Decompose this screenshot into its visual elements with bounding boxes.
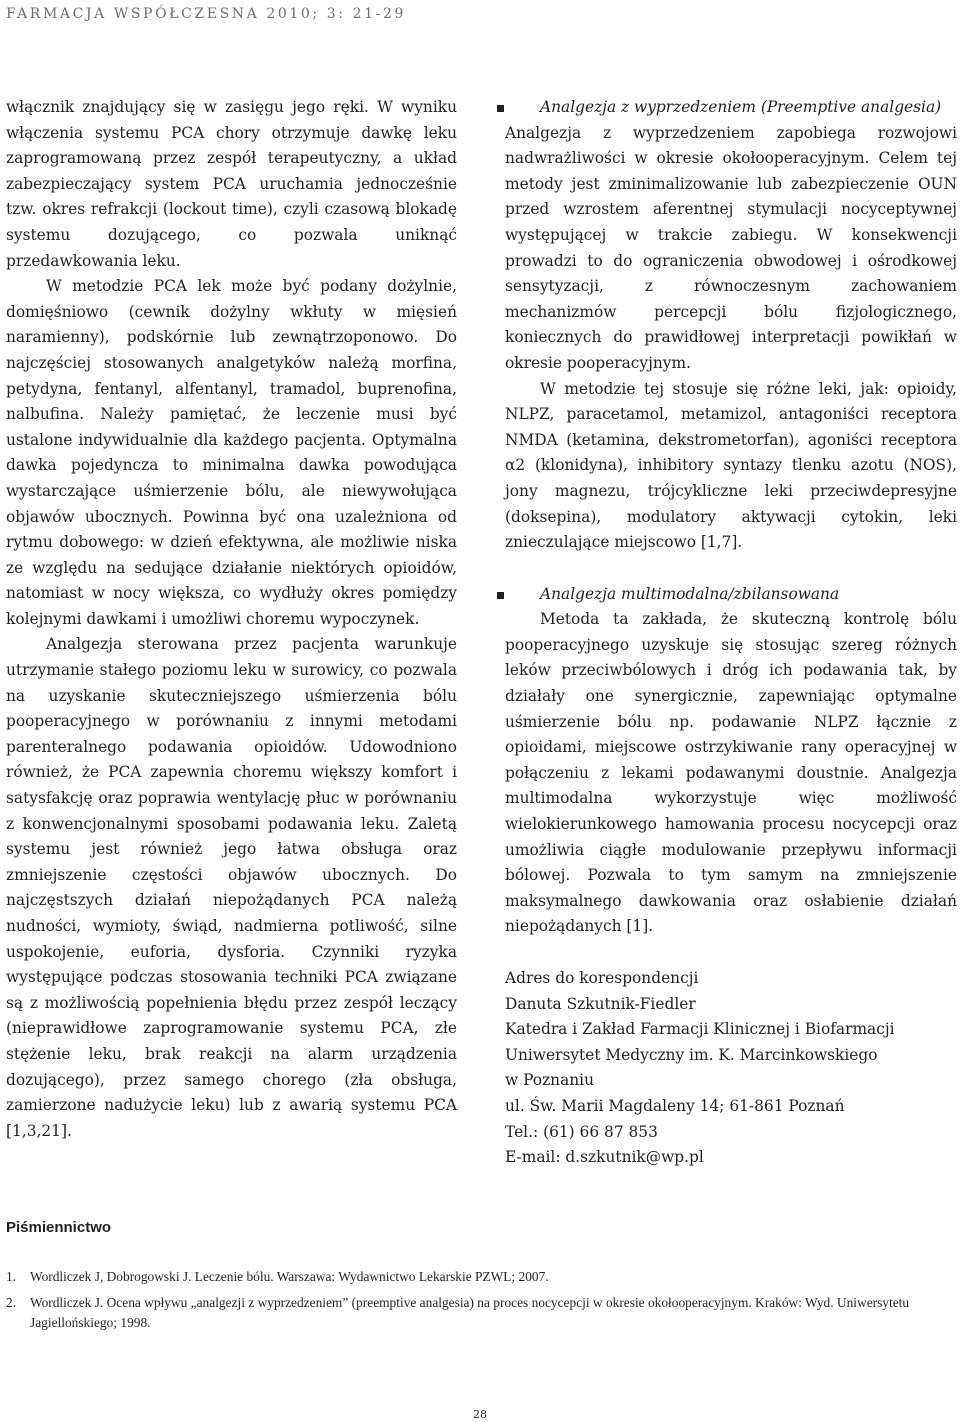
reference-item — [6, 1267, 960, 1287]
address-line: Danuta Szkutnik-Fiedler — [505, 994, 696, 1013]
section-title: Analgezja z wyprzedzeniem (Preemptive analgesia) — [540, 98, 942, 116]
address-line: Uniwersytet Medyczny im. K. Marcinkowskiego — [505, 1045, 878, 1064]
section-title: Analgezja multimodalna/zbilansowana — [540, 584, 840, 603]
square-bullet-icon — [497, 592, 504, 599]
reference-text: Wordliczek J, Dobrogowski J. Leczenie bólu. Warszawa: Wydawnictwo Lekarskie PZWL; 2007. — [30, 1269, 549, 1284]
address-line: Tel.: (61) 66 87 853 — [505, 1122, 658, 1141]
email-link[interactable]: E-mail: d.szkutnik@wp.pl — [505, 1148, 704, 1167]
body-paragraph: Metoda ta zakłada, że skuteczną kontrolę bólu pooperacyjnego uzyskuje się stosując szereg różnych leków przeciwbólowych i dróg ich podawania tak, by działały one synergicznie, zapewniając optymalne uśmierzenie bólu np. podawanie NLPZ łącznie z opioidami, miejscowe ostrzykiwanie rany operacyjnej w połączeniu z lekami podawanymi doustnie. Analgezja multimodalna wykorzystuje więc możliwość wielokierunkowego hamowania procesu nocycepcji oraz umożliwia ciągłe modulowanie przepływu informacji bólowej. Pozwala to tym samym na zmniejszenie maksymalnego dawkowania oraz osłabienie działań niepożądanych [1]. — [505, 610, 957, 936]
reference-number: 1. — [6, 1269, 17, 1284]
body-paragraph: Analgezja sterowana przez pacjenta warunkuje utrzymanie stałego poziomu leku w surowicy, co pozwala na uzyskanie skuteczniejszego uśmierzenia bólu pooperacyjnego w porównaniu z innymi metodami parenteralnego podawania opioidów. Udowodniono również, że PCA zapewnia choremu większy komfort i satysfakcję oraz poprawia wentylację płuc w porównaniu z konwencjonalnymi sposobami podawania leku. Zaletą systemu jest również jego łatwa obsługa oraz zmniejszenie częstości objawów ubocznych. Do najczęstszych działań niepożądanych PCA należą nudności, wymioty, świąd, nadmierna potliwość, silne uspokojenie, euforia, dysforia. Czynniki ryzyka występujące podczas stosowania techniki PCA związane są z możliwością popełnienia błędu przez zespół leczący (nieprawidłowe zaprogramowanie systemu PCA, złe stężenie leku, brak reakcji na alarm urządzenia dozującego), przez samego chorego (zła obsługa, zamierzone nadużycie leku) lub z awarią systemu PCA [1,3,21]. — [6, 635, 457, 1140]
page-number: 28 — [473, 1408, 487, 1421]
right-column — [505, 95, 957, 1171]
address-line: ul. Św. Marii Magdaleny 14; 61-861 Poznań — [505, 1096, 845, 1115]
body-paragraph: włącznik znajdujący się w zasięgu jego ręki. W wyniku włączenia systemu PCA chory otrzymuje dawkę leku zaprogramowaną przez zespół terapeutyczny, a układ zabezpieczający system PCA uruchamia jednocześnie tzw. okres refrakcji (lockout time), czyli czasową blokadę systemu dozującego, co pozwala uniknąć przedawkowania leku. — [6, 98, 457, 270]
body-paragraph: W metodzie PCA lek może być podany dożylnie, domięśniowo (cewnik dożylny wkłuty w mięsień naramienny), podskórnie lub zewnątrzoponowo. Do najczęściej stosowanych analgetyków należą morfina, petydyna, fentanyl, alfentanyl, tramadol, buprenofina, nalbufina. Należy pamiętać, że leczenie musi być ustalone indywidualnie dla każdego pacjenta. Optymalna dawka pojedyncza to minimalna dawka powodująca wystarczające uśmierzenie bólu, ale niewywołująca objawów ubocznych. Powinna być ona uzależniona od rytmu dobowego: w dzień efektywna, ale możliwie niska ze względu na sedujące działanie niektórych opioidów, natomiast w nocy większa, co wydłuży okres pomiędzy kolejnymi dawkami i umożliwi choremu wypoczynek. — [6, 277, 457, 628]
references-list — [6, 1267, 960, 1339]
reference-text: Wordliczek J. Ocena wpływu „analgezji z wyprzedzeniem” (preemptive analgesia) na proces nocycepcji w okresie okołooperacyjnym. Kraków: Wyd. Uniwersytetu Jagiellońskiego; 1998. — [30, 1295, 910, 1330]
reference-item — [6, 1293, 960, 1333]
left-column — [6, 95, 457, 1144]
running-header: FARMACJA WSPÓŁCZESNA 2010; 3: 21-29 — [6, 6, 407, 22]
address-line: Katedra i Zakład Farmacji Klinicznej i Biofarmacji — [505, 1020, 895, 1039]
section-preemptive-analgesia — [505, 95, 957, 556]
square-bullet-icon — [497, 105, 504, 112]
body-paragraph: Analgezja z wyprzedzeniem zapobiega rozwojowi nadwrażliwości w okresie okołooperacyjnym. Celem tej metody jest zminimalizowanie lub zabezpieczenie OUN przed wzrostem aferentnej stymulacji nocyceptywnej występującej w trakcie zabiegu. W konsekwencji prowadzi to do ograniczenia obwodowej i ośrodkowej sensytyzacji, z równoczesnym zachowaniem mechanizmów percepcji bólu fizjologicznego, koniecznych do prawidłowej interpretacji powikłań w okresie pooperacyjnym. — [505, 123, 957, 372]
address-line: Adres do korespondencji — [505, 969, 699, 987]
reference-number: 2. — [6, 1295, 17, 1310]
body-paragraph: W metodzie tej stosuje się różne leki, jak: opioidy, NLPZ, paracetamol, metamizol, antagoniści receptora NMDA (ketamina, dekstrometorfan), agoniści receptora α2 (klonidyna), inhibitory syntazy tlenku azotu (NOS), jony magnezu, trójcykliczne leki przeciwdepresyjne (doksepina), modulatory aktywacji cytokin, leki znieczulające miejscowo [1,7]. — [505, 379, 957, 552]
address-line: w Poznaniu — [505, 1071, 595, 1090]
section-multimodal-analgesia — [505, 582, 957, 940]
references-heading: Piśmiennictwo — [6, 1219, 112, 1236]
correspondence-address — [505, 966, 957, 1171]
